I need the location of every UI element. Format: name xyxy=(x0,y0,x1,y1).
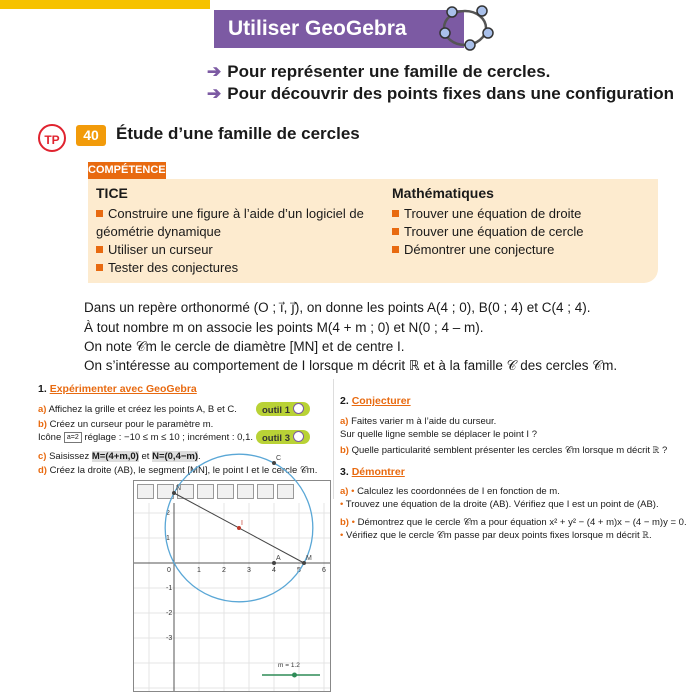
section-1-a: a) Affichez la grille et créez les points A, B et C. xyxy=(38,404,237,415)
move-tool-icon[interactable] xyxy=(137,484,154,499)
y-tick-label: -3 xyxy=(166,635,173,642)
tice-item: Utiliser un curseur xyxy=(96,241,396,259)
polygon-tool-icon[interactable] xyxy=(217,484,234,499)
y-tick-label: -1 xyxy=(166,585,173,592)
section-1-b: b) Créez un curseur pour le paramètre m. xyxy=(38,419,214,430)
circle-tool-icon[interactable] xyxy=(237,484,254,499)
x-tick-label: 6 xyxy=(322,567,326,574)
section-3-title: 3. Démontrer xyxy=(340,466,405,478)
section-2-b: b) Quelle particularité semblent présenter les cercles 𝒞m lorsque m décrit ℝ ? xyxy=(340,445,668,456)
outil-3-badge: outil 3 xyxy=(256,430,310,444)
perpendicular-tool-icon[interactable] xyxy=(197,484,214,499)
section-1-title: 1. Expérimenter avec GeoGebra xyxy=(38,383,197,395)
tp-badge: TP xyxy=(38,124,66,152)
point-label-c: C xyxy=(276,455,282,462)
header-stripe xyxy=(0,0,210,9)
tice-column xyxy=(96,185,396,277)
outil-icon xyxy=(293,403,304,414)
y-tick-label: 1 xyxy=(166,535,170,542)
y-tick-label: 2 xyxy=(166,510,170,517)
slider-label: m = 1.2 xyxy=(278,662,300,669)
competences-tag: COMPÉTENCES xyxy=(88,162,166,179)
column-divider xyxy=(333,379,334,499)
point-label-m: M xyxy=(306,555,312,562)
outil-icon xyxy=(293,431,304,442)
tice-item: géométrie dynamique xyxy=(96,224,222,239)
x-tick-label: 2 xyxy=(222,567,226,574)
maths-column xyxy=(392,185,652,259)
section-2-a: a) Faites varier m à l’aide du curseur. xyxy=(340,416,497,427)
section-3-a: a) • Calculez les coordonnées de I en fonction de m. xyxy=(340,486,560,497)
competences-box xyxy=(88,179,658,283)
point-label-n: N xyxy=(176,485,182,492)
outil-1-badge: outil 1 xyxy=(256,402,310,416)
conic-tool-icon[interactable] xyxy=(257,484,274,499)
section-1-b-setting: Icône a=2 réglage : −10 ≤ m ≤ 10 ; incrément : 0,1. xyxy=(38,432,253,443)
intro-line: À tout nombre m on associe les points M(4 + m ; 0) et N(0 ; 4 – m). xyxy=(84,320,484,335)
section-1-d: d) Créez la droite (AB), le segment [MN], le point I et le cercle 𝒞m. xyxy=(38,465,318,476)
section-3-a-2: • Trouvez une équation de la droite (AB). Vérifiez que I est un point de (AB). xyxy=(340,499,659,510)
page-title: Utiliser GeoGebra xyxy=(214,10,464,48)
tice-item: Construire une figure à l’aide d’un logiciel de xyxy=(96,205,396,223)
tice-heading: TICE xyxy=(96,185,128,201)
point-label-i: I xyxy=(241,520,243,527)
section-3-b: b) • Démontrez que le cercle 𝒞m a pour équation x² + y² − (4 + m)x − (4 − m)y = 0. xyxy=(340,517,687,528)
angle-tool-icon[interactable] xyxy=(277,484,294,499)
tp-number: 40 xyxy=(76,125,106,146)
slider-handle xyxy=(292,673,297,678)
maths-item: Démontrer une conjecture xyxy=(392,241,652,259)
tice-item: Tester des conjectures xyxy=(96,259,396,277)
purpose-line-2: ➔ Pour découvrir des points fixes dans une configuration xyxy=(207,84,675,103)
slider-tool-icon: a=2 xyxy=(64,432,82,443)
tp-title: Étude d’une famille de cercles xyxy=(116,124,360,143)
intro-line: Dans un repère orthonormé (O ; i⃗, j⃗), on donne les points A(4 ; 0), B(0 ; 4) et C(4 ; 4). xyxy=(84,300,591,315)
intro-line: On s’intéresse au comportement de I lorsque m décrit ℝ et à la famille 𝒞 des cercles 𝒞m. xyxy=(84,358,618,373)
section-2-title: 2. Conjecturer xyxy=(340,395,411,407)
maths-item: Trouver une équation de droite xyxy=(392,205,652,223)
intro-line: On note 𝒞m le cercle de diamètre [MN] et de centre I. xyxy=(84,339,405,354)
x-tick-label: 3 xyxy=(247,567,251,574)
maths-item: Trouver une équation de cercle xyxy=(392,223,652,241)
point-label-a: A xyxy=(276,555,281,562)
geogebra-logo-icon xyxy=(432,2,498,52)
x-tick-label: 1 xyxy=(197,567,201,574)
origin-label: 0 xyxy=(167,567,171,574)
maths-heading: Mathématiques xyxy=(392,185,494,201)
section-2-a-question: Sur quelle ligne semble se déplacer le point I ? xyxy=(340,429,537,440)
y-tick-label: -2 xyxy=(166,610,173,617)
purpose-line-1: ➔ Pour représenter une famille de cercles. xyxy=(207,62,551,81)
x-tick-label: 5 xyxy=(297,567,301,574)
section-3-b-2: • Vérifiez que le cercle 𝒞m passe par deux points fixes lorsque m décrit ℝ. xyxy=(340,530,652,541)
section-1-c: c) Saisissez M=(4+m,0) et N=(0,4−m). xyxy=(38,451,201,462)
x-tick-label: 4 xyxy=(272,567,276,574)
